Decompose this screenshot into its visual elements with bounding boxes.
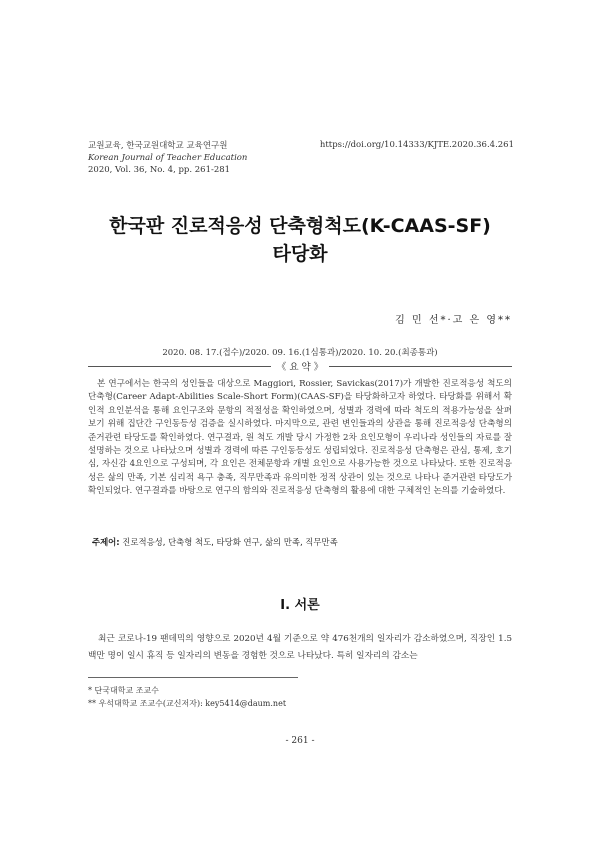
summary-rule-left [88,366,271,367]
footnote-1: * 단국대학교 조교수 [88,686,159,695]
footnote-divider [88,677,298,678]
footnote-2: ** 우석대학교 조교수(교신저자): key5414@daum.net [88,699,287,708]
title-line-1: 한국판 진로적응성 단축형척도(K-CAAS-SF) [109,215,491,237]
journal-name-en: Korean Journal of Teacher Education [88,153,248,163]
abstract [88,378,512,499]
summary-label: 《 요 약 》 [276,362,324,373]
journal-volume: 2020, Vol. 36, No. 4, pp. 261-281 [88,165,231,175]
submission-dates: 2020. 08. 17.(접수)/2020. 09. 16.(1심통과)/2020. 10. 20.(최종통과) [162,348,438,358]
journal-name-ko: 교원교육, 한국교원대학교 교육연구원 [88,141,228,151]
title-line-2: 타당화 [272,243,328,265]
abstract-text: 본 연구에서는 한국의 성인들을 대상으로 Maggiori, Rossier, Savickas(2017)가 개발한 진로적응성 척도의 단축형(Career Adapt-Abilities Scale-Short Form)(CAAS-SF)을 타당화하고자 하였다. 타당화를 위해서 확인적 요인분석을 통해 요인구조와 문항의 적절성을 확인하였으며, 성별과 경력에 따라 척도의 적용가능성을 살펴보기 위해 집단간 구인동등성 검증을 실시하였다. 마지막으로, 관련 변인들과의 상관을 통해 진로적응성 단축형의 준거관련 타당도를 확인하였다. 연구결과, 원 척도 개발 당시 가정한 2차 요인모형이 우리나라 성인들의 자료를 잘 설명하는 것으로 나타났으며 성별과 경력에 따른 구인동등성도 성립되었다. 진로적응성 단축형은 관심, 통제, 호기심, 자신감 4요인으로 구성되며, 각 요인은 전체문항과 개별 요인으로 사용가능한 것으로 나타났다. 또한 진로적응성은 삶의 만족, 기본 심리적 욕구 충족, 직무만족과 유의미한 정적 상관이 있는 것으로 나타나 준거관련 타당도가 확인되었다. 연구결과를 바탕으로 연구의 함의와 진로적응성 단축형의 활용에 대한 구체적인 논의를 기술하였다. [88,379,512,497]
summary-rule-right [329,366,512,367]
section-title: Ⅰ. 서론 [280,598,320,613]
summary-heading [88,359,512,373]
journal-info [88,140,247,176]
keywords [92,536,338,548]
section-body [88,631,512,665]
section-paragraph: 최근 코로나-19 팬데믹의 영향으로 2020년 4월 기준으로 약 476천개의 일자리가 감소하였으며, 직장인 1.5백만 명이 일시 휴직 등 일자리의 변동을 경험한 것으로 나타났다. 특히 일자리의 감소는 [88,634,512,661]
doi-link[interactable]: https://doi.org/10.14333/KJTE.2020.36.4.261 [319,140,514,150]
paper-title [0,212,600,268]
keywords-text: 진로적응성, 단축형 척도, 타당화 연구, 삶의 만족, 직무만족 [122,537,338,547]
authors: 김 민 선*·고 은 영** [395,315,512,326]
page-number: - 261 - [285,736,315,746]
footnotes [88,684,286,710]
keywords-label: 주제어: [92,537,120,547]
